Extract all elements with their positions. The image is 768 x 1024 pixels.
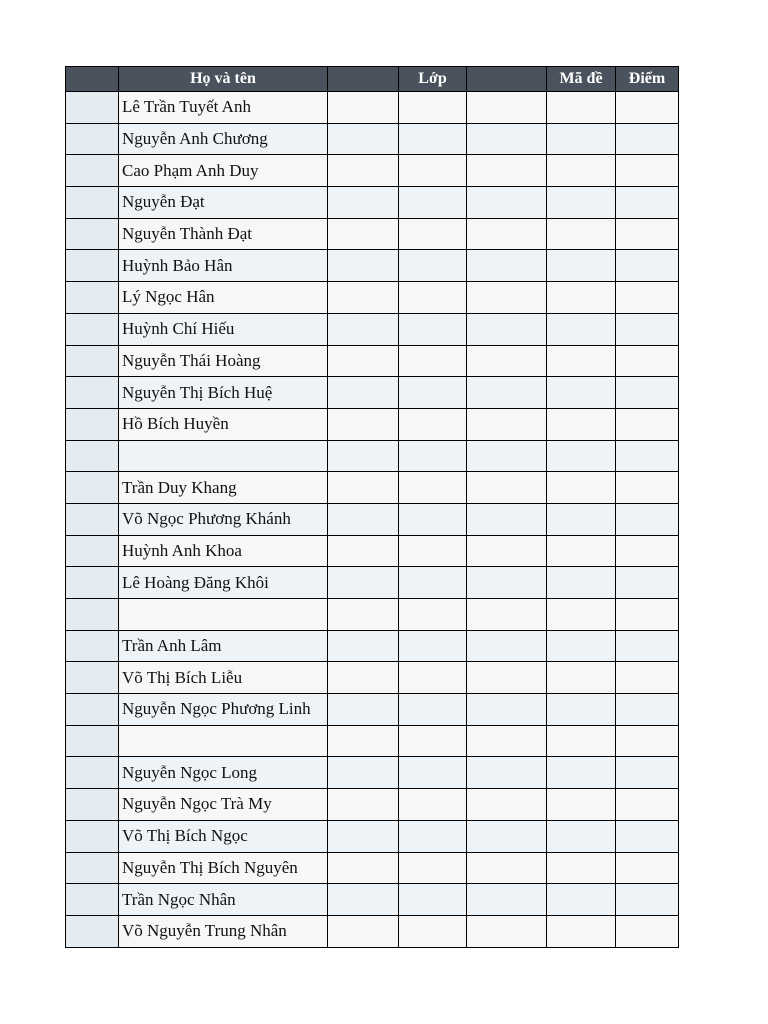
table-row (66, 377, 679, 409)
table-header (66, 67, 679, 92)
student-name-cell[interactable]: Lý Ngọc Hân (119, 282, 328, 314)
table-row (66, 503, 679, 535)
student-name-cell[interactable]: Nguyễn Anh Chương (119, 123, 328, 155)
class-cell[interactable] (399, 535, 467, 567)
row-number-cell[interactable] (66, 662, 119, 694)
score-cell[interactable] (616, 884, 679, 916)
exam-code-cell[interactable] (547, 187, 616, 219)
row-number-cell[interactable] (66, 440, 119, 472)
blank-cell-2[interactable] (467, 820, 547, 852)
row-number-cell[interactable] (66, 313, 119, 345)
class-cell[interactable] (399, 282, 467, 314)
row-number-cell[interactable] (66, 757, 119, 789)
score-cell[interactable] (616, 789, 679, 821)
class-cell[interactable] (399, 377, 467, 409)
exam-code-cell[interactable] (547, 662, 616, 694)
class-cell[interactable] (399, 187, 467, 219)
blank-cell-1[interactable] (328, 218, 399, 250)
blank-cell-2[interactable] (467, 915, 547, 947)
table-row (66, 155, 679, 187)
row-number-cell[interactable] (66, 915, 119, 947)
score-cell[interactable] (616, 852, 679, 884)
table-row (66, 282, 679, 314)
row-number-cell[interactable] (66, 408, 119, 440)
score-cell[interactable] (616, 472, 679, 504)
class-cell[interactable] (399, 503, 467, 535)
score-cell[interactable] (616, 567, 679, 599)
blank-cell-1[interactable] (328, 92, 399, 124)
blank-cell-1[interactable] (328, 694, 399, 726)
table-row (66, 884, 679, 916)
blank-cell-1[interactable] (328, 250, 399, 282)
exam-code-cell[interactable] (547, 503, 616, 535)
student-name-cell[interactable] (119, 725, 328, 757)
table-row (66, 123, 679, 155)
blank-cell-2[interactable] (467, 503, 547, 535)
class-cell[interactable] (399, 567, 467, 599)
student-name-cell[interactable]: Võ Nguyễn Trung Nhân (119, 915, 328, 947)
row-number-cell[interactable] (66, 472, 119, 504)
score-cell[interactable] (616, 313, 679, 345)
table-row (66, 820, 679, 852)
score-cell[interactable] (616, 820, 679, 852)
score-cell[interactable] (616, 282, 679, 314)
blank-cell-1[interactable] (328, 282, 399, 314)
blank-cell-2[interactable] (467, 630, 547, 662)
class-cell[interactable] (399, 472, 467, 504)
header-stt (66, 67, 119, 92)
exam-code-cell[interactable] (547, 408, 616, 440)
exam-code-cell[interactable] (547, 92, 616, 124)
blank-cell-2[interactable] (467, 440, 547, 472)
table-row (66, 440, 679, 472)
blank-cell-1[interactable] (328, 313, 399, 345)
exam-code-cell[interactable] (547, 884, 616, 916)
student-name-cell[interactable]: Huỳnh Chí Hiếu (119, 313, 328, 345)
table-row (66, 250, 679, 282)
student-name-cell[interactable]: Huỳnh Bảo Hân (119, 250, 328, 282)
header-score: Điểm (616, 67, 679, 92)
row-number-cell[interactable] (66, 884, 119, 916)
exam-code-cell[interactable] (547, 694, 616, 726)
row-number-cell[interactable] (66, 503, 119, 535)
table-row (66, 408, 679, 440)
student-name-cell[interactable]: Lê Hoàng Đăng Khôi (119, 567, 328, 599)
class-cell[interactable] (399, 313, 467, 345)
student-name-cell[interactable]: Võ Ngọc Phương Khánh (119, 503, 328, 535)
blank-cell-1[interactable] (328, 503, 399, 535)
blank-cell-2[interactable] (467, 92, 547, 124)
class-cell[interactable] (399, 345, 467, 377)
table-row (66, 313, 679, 345)
exam-code-cell[interactable] (547, 440, 616, 472)
row-number-cell[interactable] (66, 567, 119, 599)
score-cell[interactable] (616, 630, 679, 662)
class-cell[interactable] (399, 694, 467, 726)
blank-cell-2[interactable] (467, 599, 547, 631)
score-cell[interactable] (616, 345, 679, 377)
blank-cell-2[interactable] (467, 725, 547, 757)
class-cell[interactable] (399, 250, 467, 282)
exam-code-cell[interactable] (547, 345, 616, 377)
exam-code-cell[interactable] (547, 377, 616, 409)
student-name-cell[interactable]: Nguyễn Ngọc Trà My (119, 789, 328, 821)
row-number-cell[interactable] (66, 377, 119, 409)
class-cell[interactable] (399, 757, 467, 789)
blank-cell-1[interactable] (328, 599, 399, 631)
score-cell[interactable] (616, 408, 679, 440)
student-name-cell[interactable]: Cao Phạm Anh Duy (119, 155, 328, 187)
table-row (66, 567, 679, 599)
header-blank-2 (467, 67, 547, 92)
score-cell[interactable] (616, 250, 679, 282)
score-cell[interactable] (616, 757, 679, 789)
exam-code-cell[interactable] (547, 282, 616, 314)
score-cell[interactable] (616, 92, 679, 124)
row-number-cell[interactable] (66, 187, 119, 219)
blank-cell-2[interactable] (467, 535, 547, 567)
class-cell[interactable] (399, 884, 467, 916)
student-name-cell[interactable]: Lê Trần Tuyết Anh (119, 92, 328, 124)
score-cell[interactable] (616, 725, 679, 757)
blank-cell-1[interactable] (328, 567, 399, 599)
row-number-cell[interactable] (66, 345, 119, 377)
table-row (66, 218, 679, 250)
score-cell[interactable] (616, 694, 679, 726)
row-number-cell[interactable] (66, 694, 119, 726)
exam-code-cell[interactable] (547, 757, 616, 789)
score-cell[interactable] (616, 218, 679, 250)
row-number-cell[interactable] (66, 155, 119, 187)
table-row (66, 662, 679, 694)
score-cell[interactable] (616, 377, 679, 409)
blank-cell-1[interactable] (328, 725, 399, 757)
blank-cell-1[interactable] (328, 630, 399, 662)
row-number-cell[interactable] (66, 820, 119, 852)
score-cell[interactable] (616, 662, 679, 694)
blank-cell-2[interactable] (467, 662, 547, 694)
student-name-cell[interactable]: Hồ Bích Huyền (119, 408, 328, 440)
exam-code-cell[interactable] (547, 250, 616, 282)
blank-cell-2[interactable] (467, 218, 547, 250)
exam-code-cell[interactable] (547, 599, 616, 631)
score-cell[interactable] (616, 599, 679, 631)
blank-cell-1[interactable] (328, 377, 399, 409)
blank-cell-2[interactable] (467, 345, 547, 377)
blank-cell-1[interactable] (328, 915, 399, 947)
blank-cell-1[interactable] (328, 662, 399, 694)
table-row (66, 852, 679, 884)
header-blank-1 (328, 67, 399, 92)
row-number-cell[interactable] (66, 789, 119, 821)
table-row (66, 757, 679, 789)
class-cell[interactable] (399, 440, 467, 472)
class-cell[interactable] (399, 408, 467, 440)
row-number-cell[interactable] (66, 123, 119, 155)
blank-cell-2[interactable] (467, 155, 547, 187)
student-name-cell[interactable] (119, 440, 328, 472)
student-name-cell[interactable]: Nguyễn Đạt (119, 187, 328, 219)
exam-code-cell[interactable] (547, 155, 616, 187)
exam-code-cell[interactable] (547, 123, 616, 155)
class-cell[interactable] (399, 630, 467, 662)
student-name-cell[interactable]: Huỳnh Anh Khoa (119, 535, 328, 567)
student-roster-table (65, 66, 679, 948)
class-cell[interactable] (399, 725, 467, 757)
exam-code-cell[interactable] (547, 630, 616, 662)
header-class: Lớp (399, 67, 467, 92)
exam-code-cell[interactable] (547, 789, 616, 821)
student-name-cell[interactable]: Nguyễn Thành Đạt (119, 218, 328, 250)
score-cell[interactable] (616, 440, 679, 472)
score-cell[interactable] (616, 155, 679, 187)
table-row (66, 472, 679, 504)
table-row (66, 915, 679, 947)
exam-code-cell[interactable] (547, 313, 616, 345)
student-name-cell[interactable]: Nguyễn Thái Hoàng (119, 345, 328, 377)
blank-cell-2[interactable] (467, 757, 547, 789)
blank-cell-1[interactable] (328, 155, 399, 187)
blank-cell-2[interactable] (467, 852, 547, 884)
student-name-cell[interactable]: Nguyễn Ngọc Phương Linh (119, 694, 328, 726)
blank-cell-2[interactable] (467, 250, 547, 282)
exam-code-cell[interactable] (547, 535, 616, 567)
exam-code-cell[interactable] (547, 725, 616, 757)
blank-cell-1[interactable] (328, 123, 399, 155)
student-name-cell[interactable]: Trần Ngọc Nhân (119, 884, 328, 916)
blank-cell-2[interactable] (467, 694, 547, 726)
class-cell[interactable] (399, 820, 467, 852)
student-name-cell[interactable]: Nguyễn Thị Bích Huệ (119, 377, 328, 409)
header-row (66, 67, 679, 92)
table-body (66, 92, 679, 948)
blank-cell-2[interactable] (467, 789, 547, 821)
row-number-cell[interactable] (66, 852, 119, 884)
row-number-cell[interactable] (66, 630, 119, 662)
blank-cell-1[interactable] (328, 440, 399, 472)
table-row (66, 187, 679, 219)
header-name: Họ và tên (119, 67, 328, 92)
blank-cell-2[interactable] (467, 567, 547, 599)
score-cell[interactable] (616, 187, 679, 219)
student-name-cell[interactable]: Võ Thị Bích Ngọc (119, 820, 328, 852)
score-cell[interactable] (616, 915, 679, 947)
blank-cell-2[interactable] (467, 408, 547, 440)
table-row (66, 694, 679, 726)
table-row (66, 345, 679, 377)
student-name-cell[interactable]: Nguyễn Thị Bích Nguyên (119, 852, 328, 884)
blank-cell-1[interactable] (328, 408, 399, 440)
row-number-cell[interactable] (66, 599, 119, 631)
table-row (66, 630, 679, 662)
class-cell[interactable] (399, 789, 467, 821)
row-number-cell[interactable] (66, 92, 119, 124)
blank-cell-2[interactable] (467, 187, 547, 219)
exam-code-cell[interactable] (547, 915, 616, 947)
blank-cell-1[interactable] (328, 757, 399, 789)
blank-cell-1[interactable] (328, 187, 399, 219)
exam-code-cell[interactable] (547, 472, 616, 504)
exam-code-cell[interactable] (547, 820, 616, 852)
blank-cell-1[interactable] (328, 884, 399, 916)
table-row (66, 789, 679, 821)
class-cell[interactable] (399, 92, 467, 124)
blank-cell-1[interactable] (328, 345, 399, 377)
blank-cell-2[interactable] (467, 377, 547, 409)
blank-cell-1[interactable] (328, 472, 399, 504)
student-name-cell[interactable]: Võ Thị Bích Liễu (119, 662, 328, 694)
header-exam-code: Mã đề (547, 67, 616, 92)
row-number-cell[interactable] (66, 535, 119, 567)
table-row (66, 599, 679, 631)
blank-cell-2[interactable] (467, 282, 547, 314)
score-cell[interactable] (616, 535, 679, 567)
row-number-cell[interactable] (66, 218, 119, 250)
row-number-cell[interactable] (66, 282, 119, 314)
row-number-cell[interactable] (66, 725, 119, 757)
blank-cell-1[interactable] (328, 789, 399, 821)
blank-cell-1[interactable] (328, 820, 399, 852)
score-cell[interactable] (616, 503, 679, 535)
class-cell[interactable] (399, 852, 467, 884)
class-cell[interactable] (399, 599, 467, 631)
student-name-cell[interactable]: Trần Duy Khang (119, 472, 328, 504)
blank-cell-2[interactable] (467, 472, 547, 504)
class-cell[interactable] (399, 915, 467, 947)
student-name-cell[interactable]: Trần Anh Lâm (119, 630, 328, 662)
table-row (66, 535, 679, 567)
blank-cell-2[interactable] (467, 884, 547, 916)
class-cell[interactable] (399, 662, 467, 694)
exam-code-cell[interactable] (547, 567, 616, 599)
class-cell[interactable] (399, 155, 467, 187)
blank-cell-1[interactable] (328, 535, 399, 567)
row-number-cell[interactable] (66, 250, 119, 282)
table-row (66, 725, 679, 757)
student-name-cell[interactable] (119, 599, 328, 631)
blank-cell-1[interactable] (328, 852, 399, 884)
table-row (66, 92, 679, 124)
class-cell[interactable] (399, 123, 467, 155)
class-cell[interactable] (399, 218, 467, 250)
blank-cell-2[interactable] (467, 313, 547, 345)
exam-code-cell[interactable] (547, 852, 616, 884)
student-name-cell[interactable]: Nguyễn Ngọc Long (119, 757, 328, 789)
blank-cell-2[interactable] (467, 123, 547, 155)
score-cell[interactable] (616, 123, 679, 155)
exam-code-cell[interactable] (547, 218, 616, 250)
